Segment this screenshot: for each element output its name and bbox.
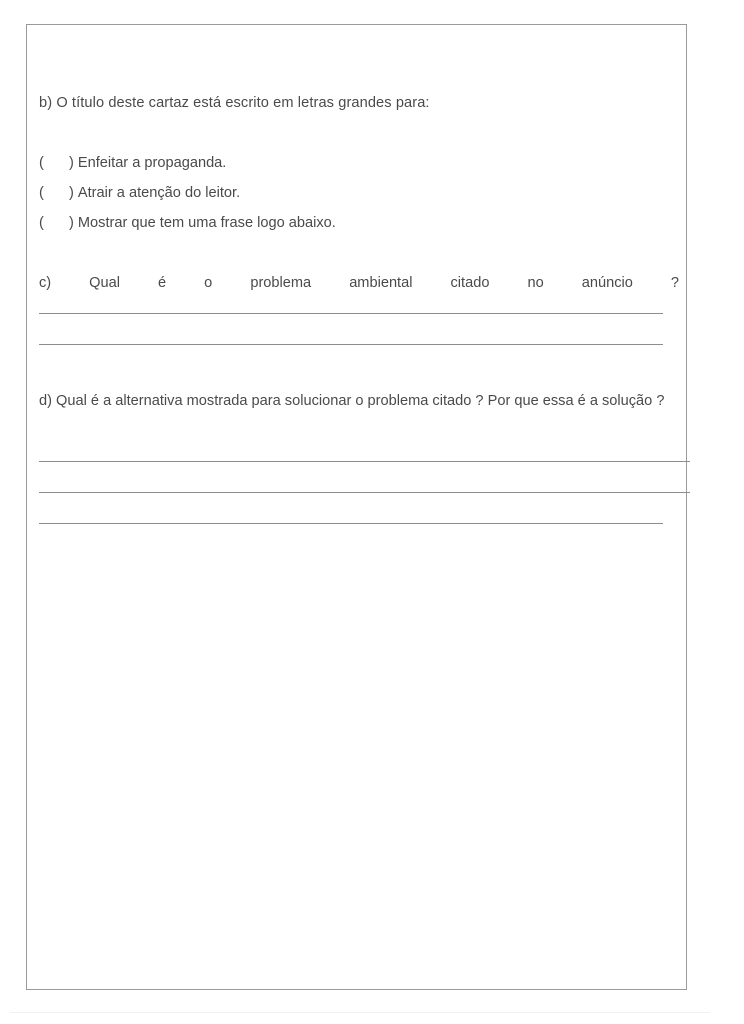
scan-artifact-line xyxy=(10,1012,710,1013)
checkbox-paren-open: ( xyxy=(39,215,44,231)
answer-line[interactable] xyxy=(39,344,663,345)
alternative-label: Mostrar que tem uma frase logo abaixo. xyxy=(77,215,336,231)
checkbox-paren-close: ) xyxy=(69,185,74,201)
answer-line[interactable] xyxy=(39,492,690,493)
answer-line[interactable] xyxy=(39,313,663,314)
question-c-prompt: c) Qual é o problema ambiental citado no anúncio ? xyxy=(39,275,679,291)
checkbox-paren-close: ) xyxy=(69,215,74,231)
question-b-prompt: b) O título deste cartaz está escrito em letras grandes para: xyxy=(39,95,430,111)
checkbox-paren-open: ( xyxy=(39,155,44,171)
question-d-prompt: d) Qual é a alternativa mostrada para solucionar o problema citado ? Por que essa é a solução ? xyxy=(39,393,665,409)
checkbox-paren-open: ( xyxy=(39,185,44,201)
alternative-label: Atrair a atenção do leitor. xyxy=(77,185,241,201)
worksheet-page xyxy=(26,24,687,990)
checkbox-paren-close: ) xyxy=(69,155,74,171)
alternative-label: Enfeitar a propaganda. xyxy=(77,155,227,171)
answer-line[interactable] xyxy=(39,461,690,462)
alternative-option[interactable] xyxy=(39,215,336,231)
answer-line[interactable] xyxy=(39,523,663,524)
alternative-option[interactable] xyxy=(39,155,226,171)
alternative-option[interactable] xyxy=(39,185,240,201)
